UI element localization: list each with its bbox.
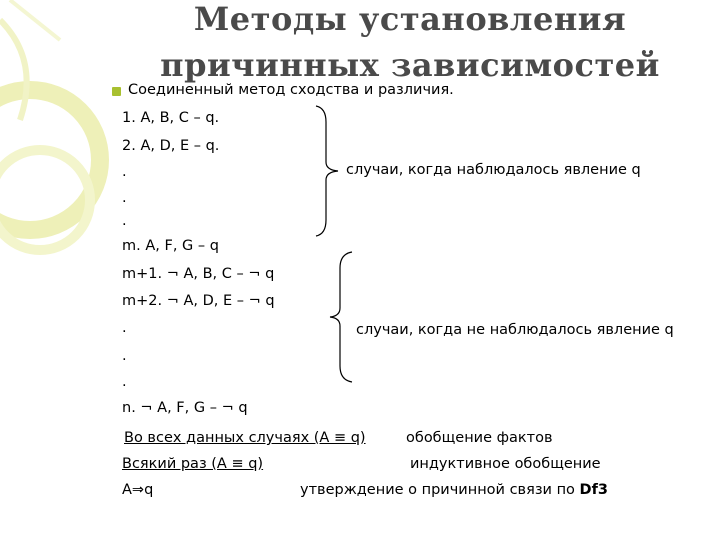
conclusion-right: обобщение фактов (406, 430, 553, 446)
case-row: . (122, 164, 127, 180)
page-title-line-2: причинных зависимостей (160, 46, 660, 84)
decorative-swirl (0, 0, 120, 260)
case-row: 2. A, D, E – q. (122, 138, 220, 154)
conclusion-left: Всякий раз (A ≡ q) (122, 456, 264, 472)
brace-group-1 (312, 104, 342, 238)
group-1-label: случаи, когда наблюдалось явление q (346, 162, 641, 178)
case-row: m. A, F, G – q (122, 238, 219, 254)
case-row: . (122, 348, 127, 364)
bullet-icon (112, 87, 121, 96)
case-row: . (122, 213, 127, 229)
case-row: . (122, 320, 127, 336)
conclusion-left: A⇒q (122, 482, 154, 498)
method-subtitle: Соединенный метод сходства и различия. (128, 82, 454, 98)
conclusion-right-text: утверждение о причинной связи по (300, 482, 580, 498)
case-row: m+2. ¬ A, D, E – ¬ q (122, 293, 275, 309)
conclusion-left: Во всех данных случаях (A ≡ q) (124, 430, 366, 446)
case-row: 1. A, B, C – q. (122, 110, 220, 126)
case-row: m+1. ¬ A, B, C – ¬ q (122, 266, 275, 282)
page-title-line-1: Методы установления (193, 0, 627, 38)
conclusion-right: индуктивное обобщение (410, 456, 601, 472)
case-row: n. ¬ A, F, G – ¬ q (122, 400, 248, 416)
conclusion-right (300, 480, 608, 500)
case-row: . (122, 190, 127, 206)
definition-ref: Df3 (579, 482, 608, 498)
case-row: . (122, 374, 127, 390)
group-2-label: случаи, когда не наблюдалось явление q (356, 322, 674, 338)
brace-group-2 (326, 250, 356, 384)
